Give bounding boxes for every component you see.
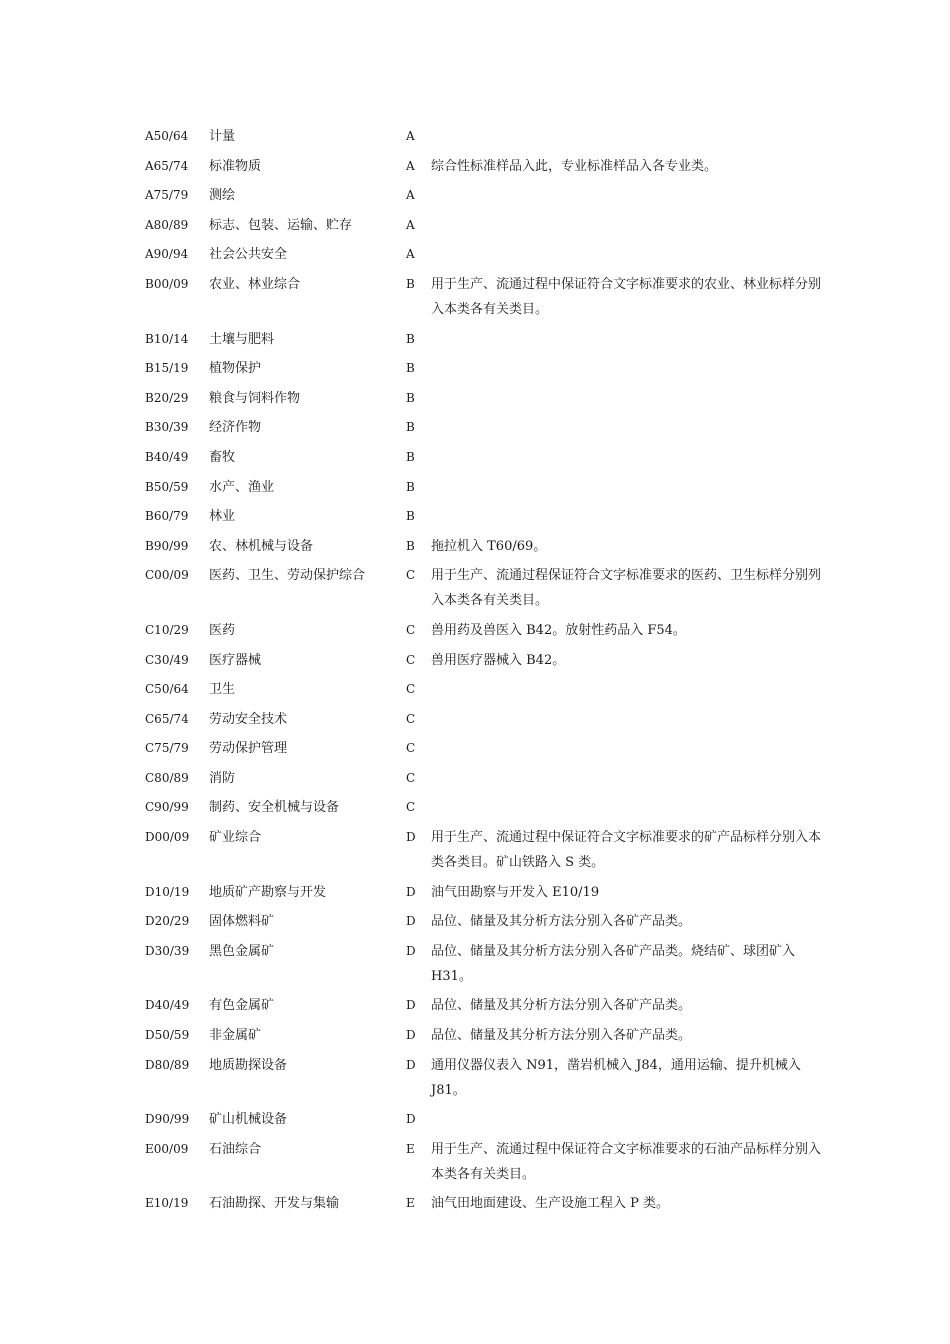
table-row [145, 327, 825, 357]
category-letter: B [406, 276, 415, 291]
class-code: D00/09 [145, 830, 190, 845]
class-code: B50/59 [145, 479, 189, 494]
category-letter: D [406, 1057, 416, 1072]
class-name: 畜牧 [209, 449, 236, 465]
category-letter: B [406, 420, 415, 435]
table-row [145, 154, 825, 184]
table-row [145, 1137, 825, 1192]
class-code: A90/94 [145, 247, 189, 262]
table-row [145, 993, 825, 1023]
class-note: 用于生产、流通过程保证符合文字标准要求的医药、卫生标样分别列入本类各有关类目。 [431, 568, 822, 609]
class-name: 经济作物 [209, 420, 262, 436]
category-letter: C [406, 800, 416, 815]
class-code: C80/89 [145, 770, 189, 785]
category-letter: E [406, 1196, 415, 1211]
class-name: 石油勘探、开发与集输 [209, 1196, 340, 1212]
class-name: 计量 [209, 129, 236, 144]
category-letter: E [406, 1141, 415, 1156]
table-row [145, 939, 825, 994]
class-note: 油气田地面建设、生产设施工程入 P 类。 [431, 1196, 670, 1212]
category-letter: D [406, 1112, 416, 1127]
class-name: 社会公共安全 [209, 247, 288, 263]
table-row [145, 1023, 825, 1053]
class-name: 测绘 [209, 188, 236, 204]
table-row [145, 707, 825, 737]
class-note: 兽用医疗器械入 B42。 [431, 652, 566, 668]
class-code: A75/79 [145, 188, 189, 203]
class-code: C10/29 [145, 622, 189, 637]
class-code: A50/64 [145, 129, 189, 143]
category-letter: D [406, 943, 416, 958]
class-name: 农、林机械与设备 [209, 538, 314, 554]
category-letter: A [406, 217, 415, 232]
class-code: A80/89 [145, 217, 189, 232]
category-letter: D [406, 830, 416, 845]
table-row [145, 272, 825, 327]
class-name: 水产、渔业 [209, 479, 275, 495]
class-code: B40/49 [145, 449, 189, 464]
class-code: B10/14 [145, 331, 189, 346]
category-letter: B [406, 509, 415, 524]
table-row [145, 356, 825, 386]
class-code: C30/49 [145, 652, 189, 667]
category-letter: C [406, 711, 416, 726]
table-row [145, 909, 825, 939]
class-name: 标准物质 [209, 158, 262, 174]
class-name: 医疗器械 [209, 652, 262, 668]
class-name: 制药、安全机械与设备 [209, 800, 340, 816]
class-code: D50/59 [145, 1028, 190, 1043]
table-row [145, 242, 825, 272]
class-name: 有色金属矿 [209, 998, 275, 1014]
category-letter: D [406, 914, 416, 929]
category-letter: D [406, 884, 416, 899]
table-row [145, 563, 825, 618]
class-code: C50/64 [145, 682, 189, 697]
class-code: B20/29 [145, 390, 189, 405]
class-code: E00/09 [145, 1141, 189, 1156]
table-row [145, 1191, 825, 1221]
class-name: 医药、卫生、劳动保护综合 [209, 568, 366, 584]
class-code: C00/09 [145, 568, 189, 583]
class-note: 品位、储量及其分析方法分别入各矿产品类。 [431, 914, 692, 930]
class-name: 石油综合 [209, 1141, 262, 1157]
category-letter: D [406, 998, 416, 1013]
class-code: D90/99 [145, 1112, 190, 1127]
class-name: 林业 [209, 509, 236, 525]
category-letter: A [406, 129, 415, 143]
category-letter: D [406, 1028, 416, 1043]
class-code: D10/19 [145, 884, 190, 899]
category-letter: B [406, 390, 415, 405]
table-row [145, 825, 825, 880]
class-name: 固体燃料矿 [209, 914, 275, 930]
category-letter: A [406, 188, 415, 203]
category-letter: B [406, 449, 415, 464]
category-letter: C [406, 568, 416, 583]
table-row [145, 795, 825, 825]
table-row [145, 386, 825, 416]
class-note: 综合性标准样品入此，专业标准样品入各专业类。 [431, 158, 718, 174]
class-name: 医药 [209, 622, 236, 638]
category-letter: C [406, 770, 416, 785]
table-row [145, 677, 825, 707]
class-code: B60/79 [145, 509, 189, 524]
class-name: 地质勘探设备 [209, 1057, 288, 1073]
class-name: 黑色金属矿 [209, 943, 275, 959]
category-letter: C [406, 622, 416, 637]
table-row [145, 648, 825, 678]
class-name: 标志、包装、运输、贮存 [209, 217, 353, 233]
table-row [145, 880, 825, 910]
category-letter: B [406, 361, 415, 376]
class-code: D80/89 [145, 1057, 190, 1072]
table-row [145, 504, 825, 534]
class-note: 用于生产、流通过程中保证符合文字标准要求的农业、林业标样分别入本类各有关类目。 [431, 276, 822, 317]
class-note: 品位、储量及其分析方法分别入各矿产品类。 [431, 1028, 692, 1044]
class-code: D40/49 [145, 998, 190, 1013]
class-name: 农业、林业综合 [209, 276, 301, 292]
class-name: 消防 [209, 770, 236, 786]
class-code: C65/74 [145, 711, 189, 726]
class-name: 非金属矿 [209, 1028, 262, 1044]
class-name: 劳动保护管理 [209, 741, 288, 757]
category-letter: C [406, 741, 416, 756]
class-code: A65/74 [145, 158, 189, 173]
class-name: 矿山机械设备 [209, 1112, 288, 1128]
class-name: 劳动安全技术 [209, 711, 288, 727]
class-note: 用于生产、流通过程中保证符合文字标准要求的石油产品标样分别入本类各有关类目。 [431, 1141, 822, 1182]
category-letter: A [406, 247, 415, 262]
class-name: 土壤与肥料 [209, 331, 275, 347]
class-code: E10/19 [145, 1196, 189, 1211]
class-code: D20/29 [145, 914, 190, 929]
table-row [145, 1107, 825, 1137]
table-row [145, 445, 825, 475]
class-code: B00/09 [145, 276, 189, 291]
class-note: 品位、储量及其分析方法分别入各矿产品类。烧结矿、球团矿入 H31。 [431, 943, 796, 984]
table-row [145, 766, 825, 796]
class-name: 粮食与饲料作物 [209, 390, 301, 406]
category-letter: C [406, 652, 416, 667]
class-note: 兽用药及兽医入 B42。放射性药品入 F54。 [431, 622, 686, 638]
class-note: 油气田勘察与开发入 E10/19 [431, 884, 600, 900]
table-row [145, 534, 825, 564]
table-row [145, 124, 825, 154]
class-name: 地质矿产勘察与开发 [209, 884, 327, 900]
class-code: D30/39 [145, 943, 190, 958]
class-code: C75/79 [145, 741, 189, 756]
class-name: 卫生 [209, 682, 236, 698]
class-code: B30/39 [145, 420, 189, 435]
classification-table [145, 124, 825, 1221]
table-row [145, 736, 825, 766]
category-letter: B [406, 331, 415, 346]
category-letter: A [406, 158, 415, 173]
class-name: 矿业综合 [209, 830, 262, 846]
class-note: 用于生产、流通过程中保证符合文字标准要求的矿产品标样分别入本类各类目。矿山铁路入 S 类。 [431, 830, 822, 871]
table-row [145, 183, 825, 213]
class-code: B90/99 [145, 538, 189, 553]
category-letter: C [406, 682, 416, 697]
class-note: 通用仪器仪表入 N91，凿岩机械入 J84，通用运输、提升机械入 J81。 [431, 1057, 801, 1098]
table-row [145, 475, 825, 505]
class-note: 品位、储量及其分析方法分别入各矿产品类。 [431, 998, 692, 1014]
category-letter: B [406, 538, 415, 553]
table-row [145, 213, 825, 243]
category-letter: B [406, 479, 415, 494]
class-code: C90/99 [145, 800, 189, 815]
class-note: 拖拉机入 T60/69。 [431, 538, 547, 554]
table-row [145, 1053, 825, 1108]
class-code: B15/19 [145, 361, 189, 376]
table-row [145, 415, 825, 445]
class-name: 植物保护 [209, 361, 262, 377]
table-row [145, 618, 825, 648]
